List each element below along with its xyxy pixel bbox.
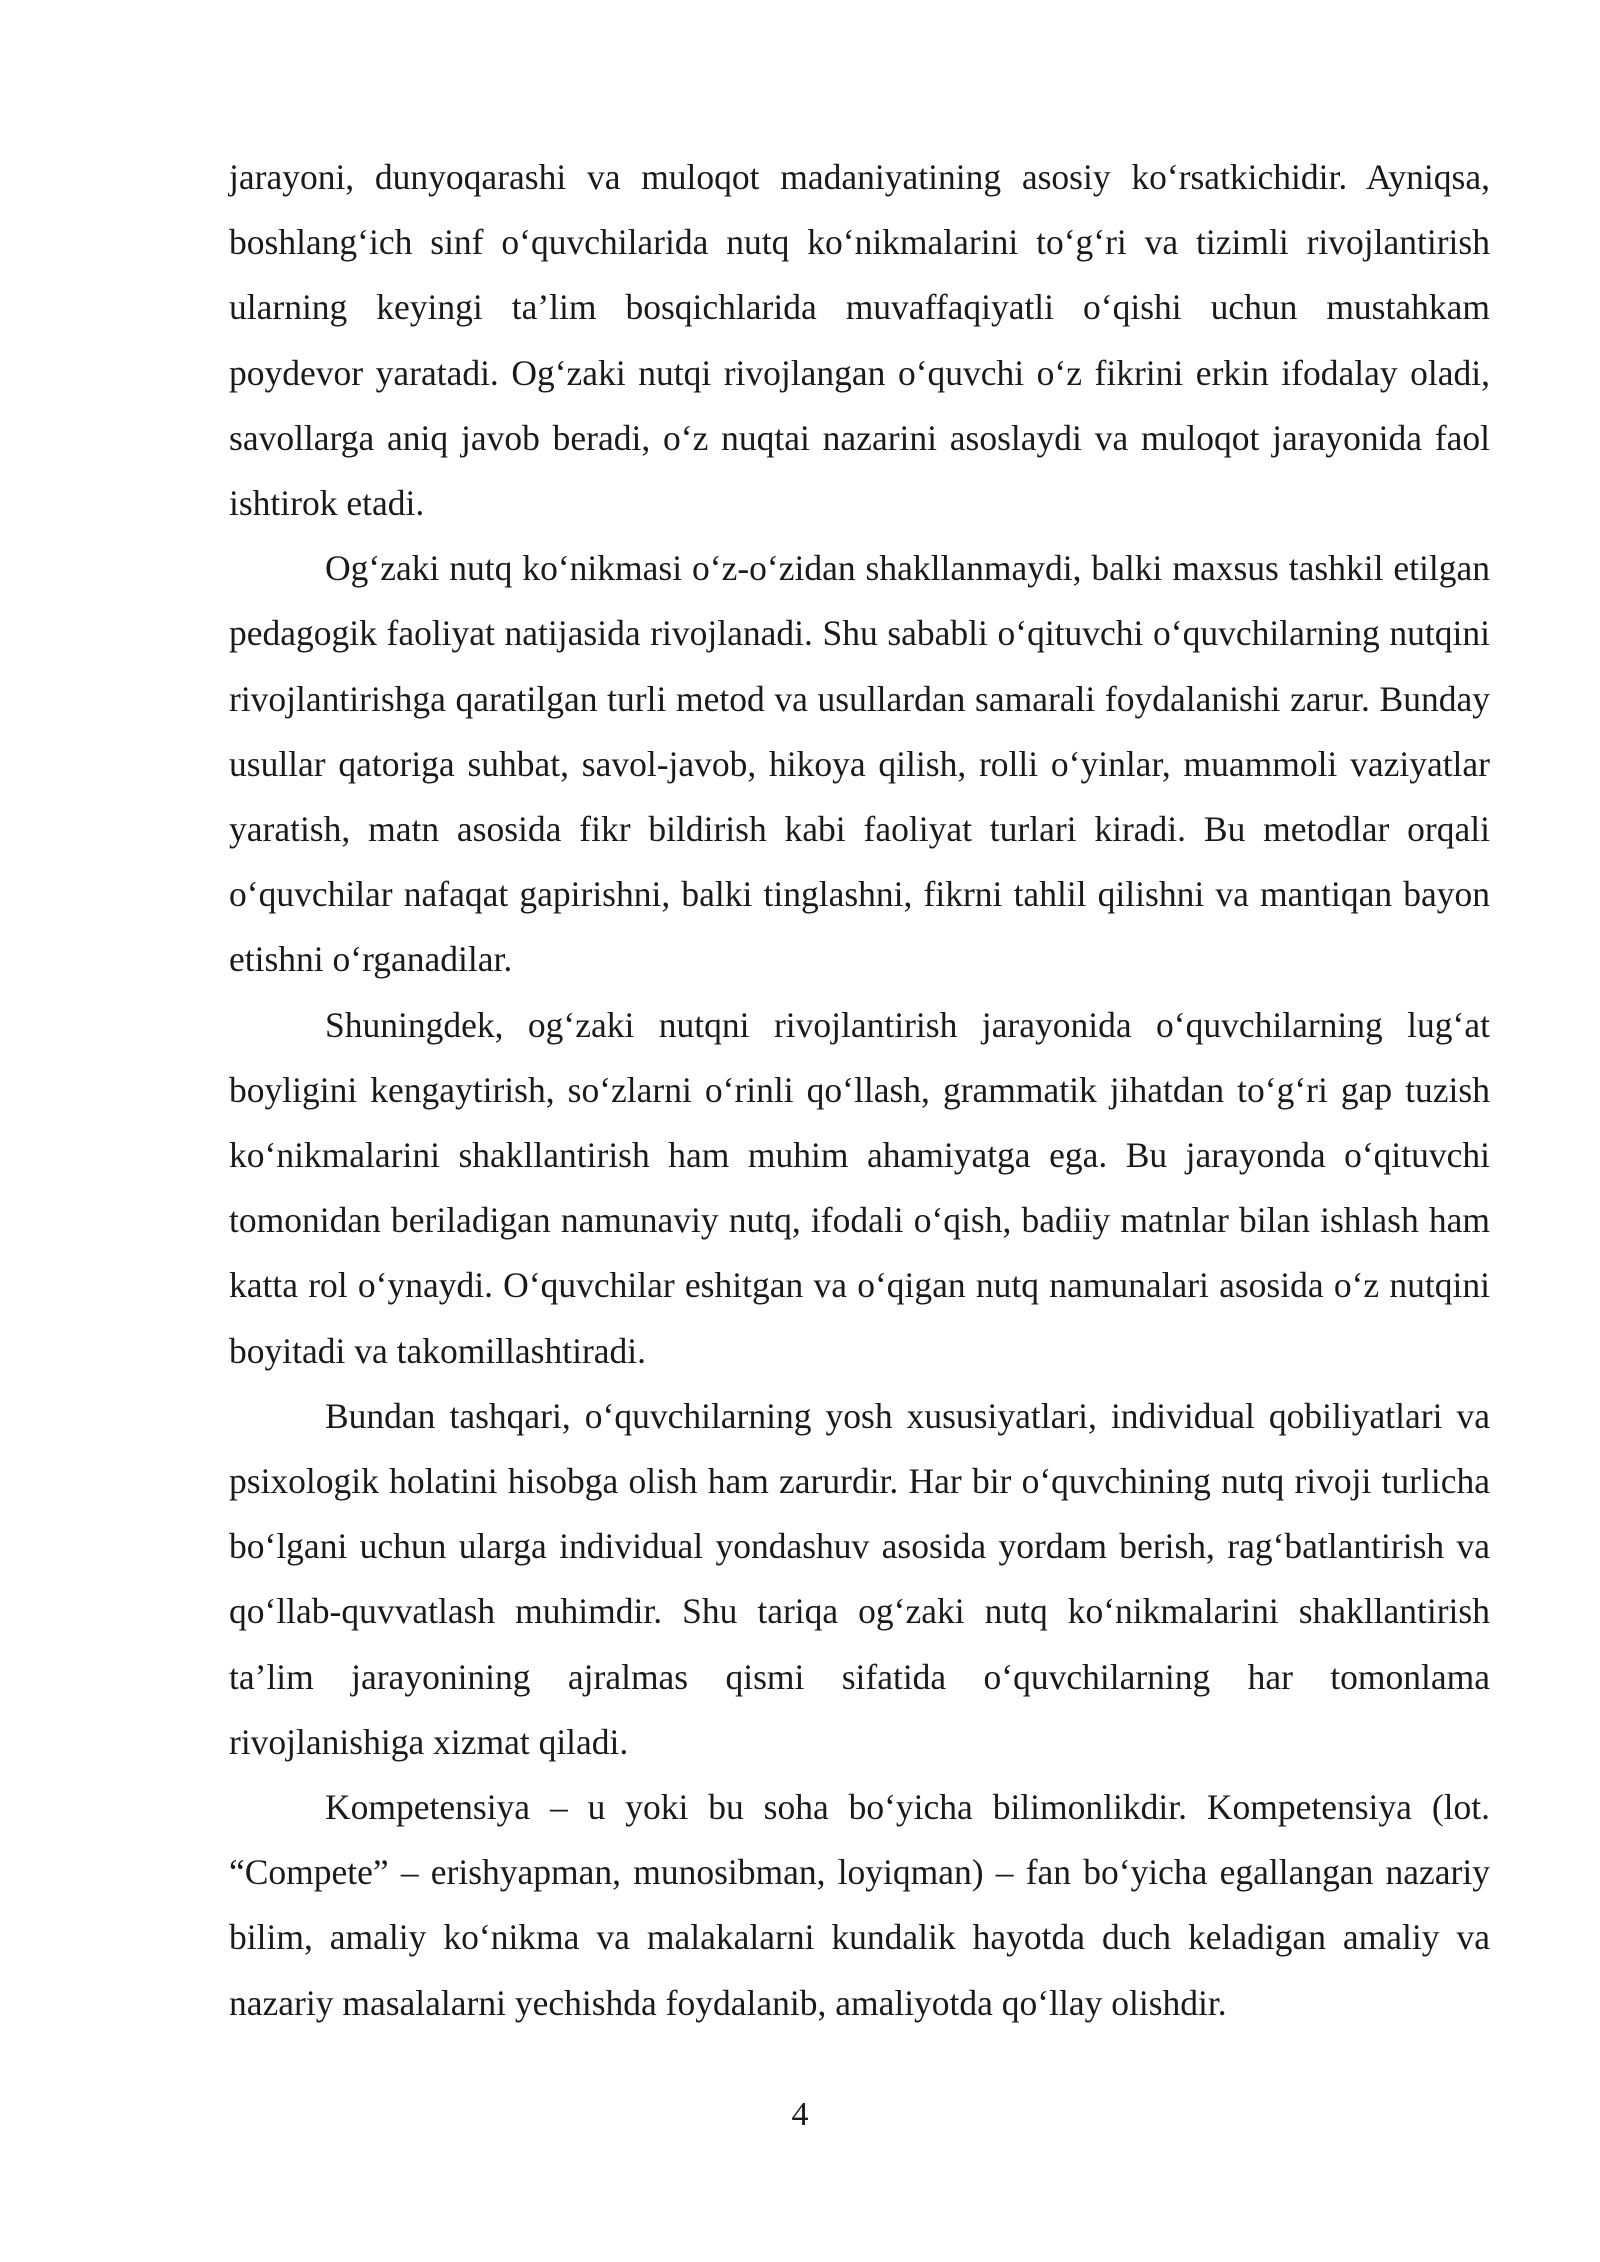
paragraph-1: jarayoni, dunyoqarashi va muloqot madaniyatining asosiy ko‘rsatkichidir. Ayniqsa, boshlang‘ich sinf o‘quvchilarida nutq ko‘nikmalarini to‘g‘ri va tizimli rivojlantirish ularning keyingi ta’lim bosqichlarida muvaffaqiyatli o‘qishi uchun mustahkam poydevor yaratadi. Og‘zaki nutqi rivojlangan o‘quvchi o‘z fikrini erkin ifodalay oladi, savollarga aniq javob beradi, o‘z nuqtai nazarini asoslaydi va muloqot jarayonida faol ishtirok etadi. xyxy=(229,157,1490,524)
body-text xyxy=(229,145,1490,2036)
page-number: 4 xyxy=(791,2096,809,2133)
paragraph-4: Bundan tashqari, o‘quvchilarning yosh xususiyatlari, individual qobiliyatlari va psixologik holatini hisobga olish ham zarurdir. Har bir o‘quvchining nutq rivoji turlicha bo‘lgani uchun ularga individual yondashuv asosida yordam berish, rag‘batlantirish va qo‘llab-quvvatlash muhimdir. Shu tariqa og‘zaki nutq ko‘nikmalarini shakllantirish ta’lim jarayonining ajralmas qismi sifatida o‘quvchilarning har tomonlama rivojlanishiga xizmat qiladi. xyxy=(229,1395,1490,1762)
paragraph-5: Kompetensiya – u yoki bu soha bo‘yicha bilimonlikdir. Kompetensiya (lot. “Compete” – erishyapman, munosibman, loyiqman) – fan bo‘yicha egallangan nazariy bilim, amaliy ko‘nikma va malakalarni kundalik hayotda duch keladigan amaliy va nazariy masalalarni yechishda foydalanib, amaliyotda qo‘llay olishdir. xyxy=(229,1787,1490,2023)
paragraph-3: Shuningdek, og‘zaki nutqni rivojlantirish jarayonida o‘quvchilarning lug‘at boyligini kengaytirish, so‘zlarni o‘rinli qo‘llash, grammatik jihatdan to‘g‘ri gap tuzish ko‘nikmalarini shakllantirish ham muhim ahamiyatga ega. Bu jarayonda o‘qituvchi tomonidan beriladigan namunaviy nutq, ifodali o‘qish, badiiy matnlar bilan ishlash ham katta rol o‘ynaydi. O‘quvchilar eshitgan va o‘qigan nutq namunalari asosida o‘z nutqini boyitadi va takomillashtiradi. xyxy=(229,1004,1490,1371)
paragraph-2: Og‘zaki nutq ko‘nikmasi o‘z-o‘zidan shakllanmaydi, balki maxsus tashkil etilgan pedagogik faoliyat natijasida rivojlanadi. Shu sababli o‘qituvchi o‘quvchilarning nutqini rivojlantirishga qaratilgan turli metod va usullardan samarali foydalanishi zarur. Bunday usullar qatoriga suhbat, savol-javob, hikoya qilish, rolli o‘yinlar, muammoli vaziyatlar yaratish, matn asosida fikr bildirish kabi faoliyat turlari kiradi. Bu metodlar orqali o‘quvchilar nafaqat gapirishni, balki tinglashni, fikrni tahlil qilishni va mantiqan bayon etishni o‘rganadilar. xyxy=(229,548,1490,980)
